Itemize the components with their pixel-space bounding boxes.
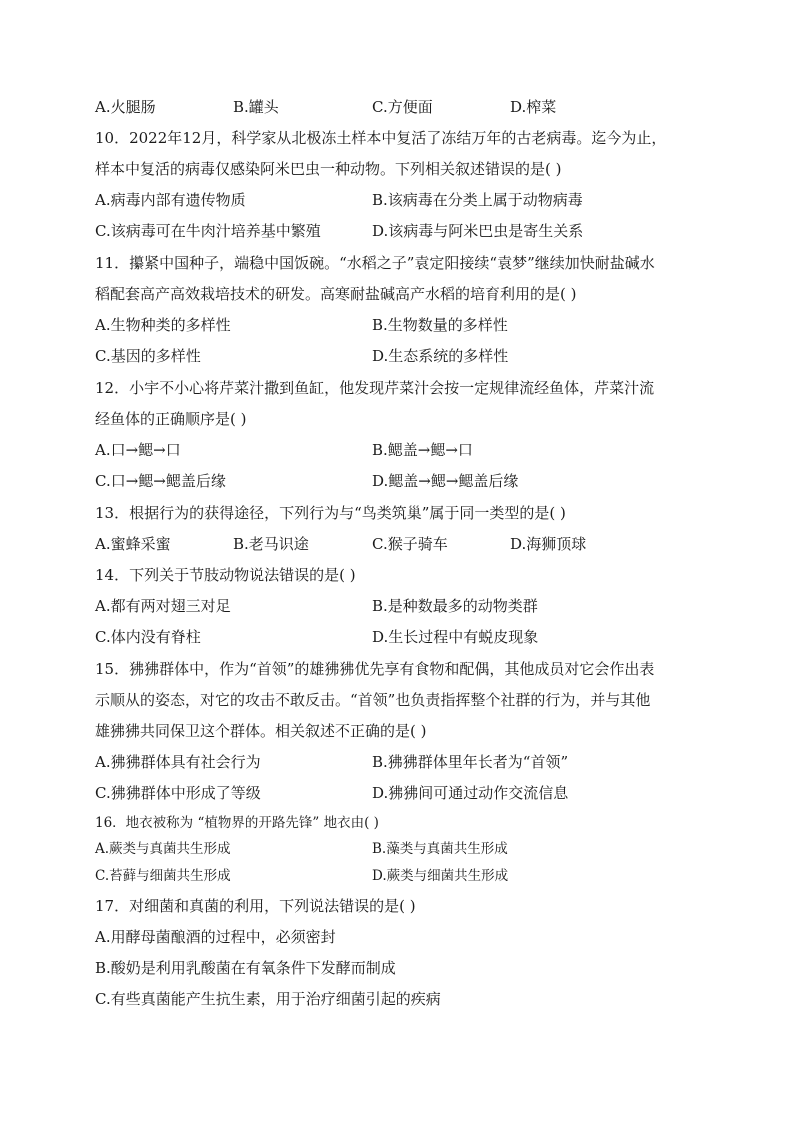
q11-stem-line-2: 稻配套高产高效栽培技术的研发。高寒耐盐碱高产水稻的培育利用的是( ) bbox=[95, 285, 577, 303]
q14-option-c: C.体内没有脊柱 bbox=[95, 628, 201, 646]
q15-option-a: A.狒狒群体具有社会行为 bbox=[95, 753, 261, 771]
q11-stem-line-1: 11．攥紧中国种子，端稳中国饭碗。“水稻之子”袁定阳接续“袁梦”继续加快耐盐碱水 bbox=[95, 254, 655, 272]
q9-option-b: B.罐头 bbox=[233, 98, 279, 116]
q11-option-b: B.生物数量的多样性 bbox=[372, 316, 508, 334]
q13-option-d: D.海狮顶球 bbox=[510, 535, 587, 553]
q13-option-c: C.猴子骑车 bbox=[372, 535, 448, 553]
q16-option-d: D.蕨类与细菌共生形成 bbox=[372, 868, 509, 884]
q17-option-b: B.酸奶是利用乳酸菌在有氧条件下发酵而制成 bbox=[95, 959, 396, 977]
q15-stem-line-1: 15．狒狒群体中，作为“首领”的雄狒狒优先享有食物和配偶，其他成员对它会作出表 bbox=[95, 660, 655, 678]
q10-option-d: D.该病毒与阿米巴虫是寄生关系 bbox=[372, 222, 584, 240]
q11-option-c: C.基因的多样性 bbox=[95, 347, 201, 365]
q14-option-a: A.都有两对翅三对足 bbox=[95, 597, 231, 615]
q12-stem-line-1: 12．小宇不小心将芹菜汁撒到鱼缸，他发现芹菜汁会按一定规律流经鱼体，芹菜汁流 bbox=[95, 379, 655, 397]
q9-option-d: D.榨菜 bbox=[510, 98, 557, 116]
q14-option-d: D.生长过程中有蜕皮现象 bbox=[372, 628, 539, 646]
q13-option-a: A.蜜蜂采蜜 bbox=[95, 535, 171, 553]
q15-stem-line-3: 雄狒狒共同保卫这个群体。相关叙述不正确的是( ) bbox=[95, 722, 427, 740]
q10-option-c: C.该病毒可在牛肉汁培养基中繁殖 bbox=[95, 222, 321, 240]
q10-stem-line-1: 10．2022年12月，科学家从北极冻土样本中复活了冻结万年的古老病毒。迄今为止， bbox=[95, 129, 667, 147]
q17-stem-line-1: 17．对细菌和真菌的利用，下列说法错误的是( ) bbox=[95, 897, 416, 915]
q17-option-a: A.用酵母菌酿酒的过程中，必须密封 bbox=[95, 928, 336, 946]
q9-option-a: A.火腿肠 bbox=[95, 98, 156, 116]
q11-option-a: A.生物种类的多样性 bbox=[95, 316, 231, 334]
q13-stem-line-1: 13．根据行为的获得途径，下列行为与“鸟类筑巢”属于同一类型的是( ) bbox=[95, 504, 566, 522]
q14-stem-line-1: 14．下列关于节肢动物说法错误的是( ) bbox=[95, 566, 356, 584]
q12-option-d: D.鳃盖→鳃→鳃盖后缘 bbox=[372, 472, 519, 490]
q9-option-c: C.方便面 bbox=[372, 98, 433, 116]
q16-stem-line-1: 16．地衣被称为 “植物界的开路先锋” 地衣由( ) bbox=[95, 815, 379, 831]
q10-stem-line-2: 样本中复活的病毒仅感染阿米巴虫一种动物。下列相关叙述错误的是( ) bbox=[95, 160, 562, 178]
q15-option-b: B.狒狒群体里年长者为“首领” bbox=[372, 753, 569, 771]
q16-option-c: C.苔藓与细菌共生形成 bbox=[95, 868, 231, 884]
q12-option-c: C.口→鳃→鳃盖后缘 bbox=[95, 472, 226, 490]
q12-stem-line-2: 经鱼体的正确顺序是( ) bbox=[95, 410, 247, 428]
q10-option-a: A.病毒内部有遗传物质 bbox=[95, 191, 246, 209]
q17-option-c: C.有些真菌能产生抗生素，用于治疗细菌引起的疾病 bbox=[95, 990, 441, 1008]
q16-option-a: A.蕨类与真菌共生形成 bbox=[95, 841, 231, 857]
q13-option-b: B.老马识途 bbox=[233, 535, 309, 553]
q12-option-b: B.鳃盖→鳃→口 bbox=[372, 441, 473, 459]
q10-option-b: B.该病毒在分类上属于动物病毒 bbox=[372, 191, 583, 209]
q15-option-c: C.狒狒群体中形成了等级 bbox=[95, 784, 261, 802]
q11-option-d: D.生态系统的多样性 bbox=[372, 347, 509, 365]
q15-option-d: D.狒狒间可通过动作交流信息 bbox=[372, 784, 569, 802]
q14-option-b: B.是种数最多的动物类群 bbox=[372, 597, 538, 615]
q12-option-a: A.口→鳃→口 bbox=[95, 441, 181, 459]
q16-option-b: B.藻类与真菌共生形成 bbox=[372, 841, 508, 857]
q15-stem-line-2: 示顺从的姿态，对它的攻击不敢反击。“首领”也负责指挥整个社群的行为，并与其他 bbox=[95, 691, 651, 709]
